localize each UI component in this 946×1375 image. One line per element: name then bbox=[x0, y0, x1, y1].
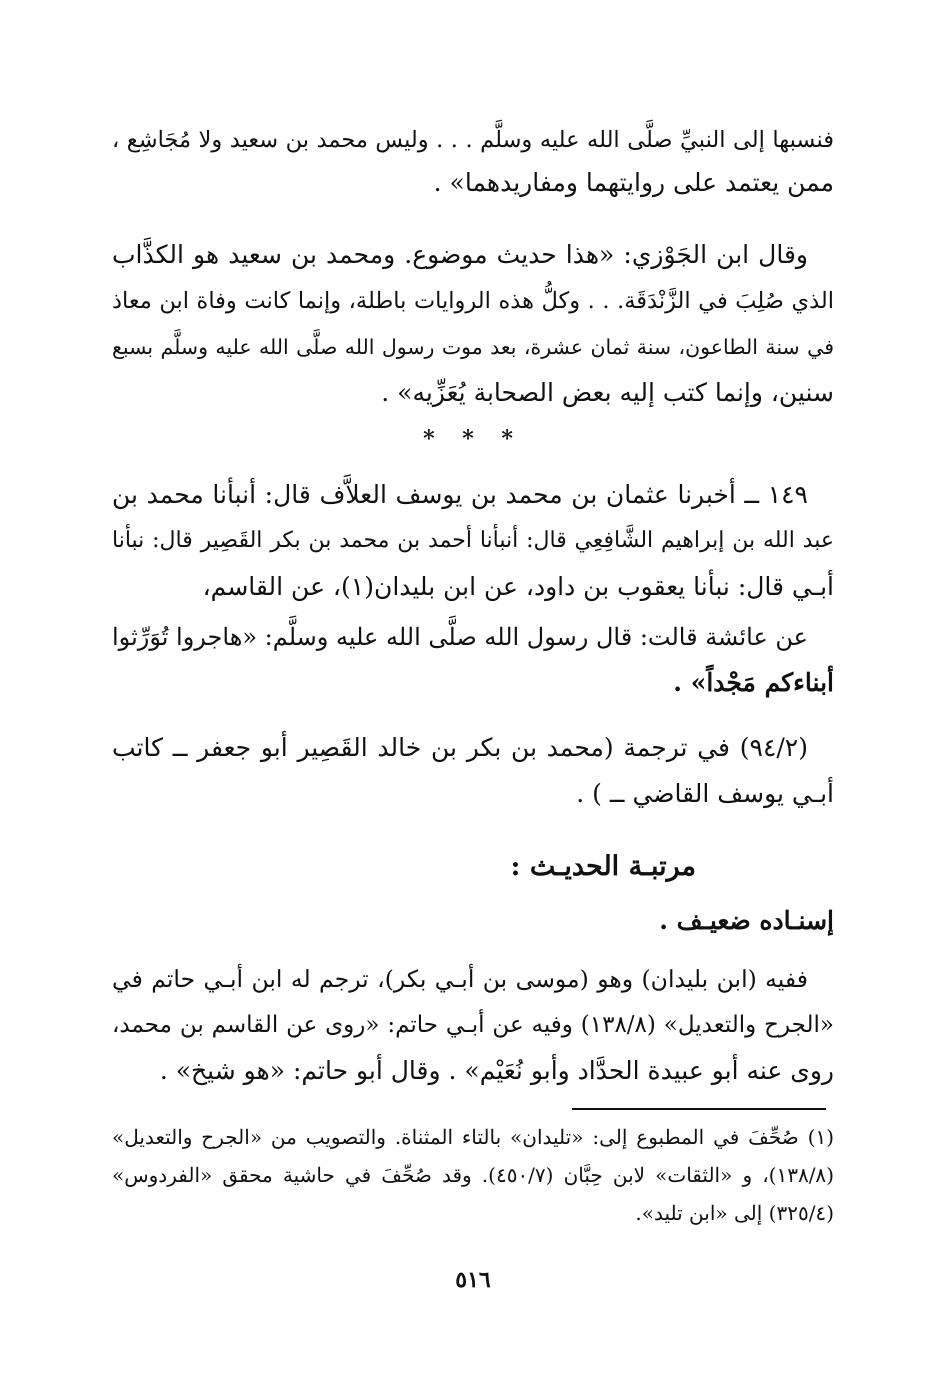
text-line: ١٤٩ ــ أخبرنا عثمان بن محمد بن يوسف العلاَّف قال: أنبأنا محمد بن bbox=[112, 480, 808, 509]
text-line: في سنة الطاعون، سنة ثمان عشرة، بعد موت رسول الله صلَّى الله عليه وسلَّم بسبع bbox=[112, 335, 834, 359]
hadith-matn-line: عن عائشة قالت: قال رسول الله صلَّى الله عليه وسلَّم: «هاجروا تُوَرِّثوا bbox=[112, 623, 808, 651]
section-separator: * * * bbox=[423, 426, 523, 452]
text-line: أبـي قال: نبأنا يعقوب بن داود، عن ابن بليدان(١)، عن القاسم، bbox=[202, 572, 834, 601]
text-line: عبد الله بن إبراهيم الشَّافِعِي قال: أنبأنا أحمد بن محمد بن بكر القَصِير قال: نبأنا bbox=[112, 528, 834, 553]
text-line: ممن يعتمد على روايتهما ومفاريدهما» . bbox=[433, 168, 834, 197]
text-line: وقال ابن الجَوْزي: «هذا حديث موضوع. ومحمد بن سعيد هو الكذَّاب bbox=[112, 240, 808, 269]
footnote-divider bbox=[572, 1108, 826, 1110]
text-line: الذي صُلِبَ في الزَّنْدَقَة. . . وكلُّ هذه الروايات باطلة، وإنما كانت وفاة ابن معاذ bbox=[112, 288, 834, 314]
footnote-line: (١٣٨/٨)، و «الثقات» لابن حِبَّان (٤٥٠/٧). وقد صُحِّفَ في حاشية محقق «الفردوس» bbox=[112, 1163, 834, 1187]
text-line: ففيه (ابن بليدان) وهو (موسى بن أبـي بكر)، ترجم له ابن أبـي حاتم في bbox=[112, 965, 808, 993]
text-line: سنين، وإنما كتب إليه بعض الصحابة يُعَزِّيه» . bbox=[381, 378, 834, 407]
hadith-matn-line: أبناءكم مَجْداً» . bbox=[673, 668, 834, 697]
section-subheading: إسنـاده ضعيـف . bbox=[659, 906, 834, 935]
page-number: ٥١٦ bbox=[455, 1267, 491, 1293]
text-line: فنسبها إلى النبيِّ صلَّى الله عليه وسلَّم . . . وليس محمد بن سعيد ولا مُجَاشِع ، bbox=[112, 127, 834, 153]
section-heading: مرتبـة الحديـث : bbox=[510, 851, 696, 882]
text-line: (٩٤/٢) في ترجمة (محمد بن بكر بن خالد القَصِير أبو جعفر ــ كاتب bbox=[112, 733, 808, 762]
text-line: أبـي يوسف القاضي ــ ) . bbox=[576, 779, 834, 808]
text-line: «الجرح والتعديل» (١٣٨/٨) وفيه عن أبـي حاتم: «روى عن القاسم بن محمد، bbox=[112, 1012, 834, 1038]
footnote-line: (٣٢٥/٤) إلى «ابن تليد». bbox=[635, 1201, 834, 1225]
text-line: روى عنه أبو عبيدة الحدَّاد وأبو نُعَيْم» . وقال أبو حاتم: «هو شيخ» . bbox=[159, 1056, 834, 1085]
footnote-line: (١) صُحِّفَ في المطبوع إلى: «تليدان» بالتاء المثناة. والتصويب من «الجرح والتعديل» bbox=[112, 1125, 834, 1149]
